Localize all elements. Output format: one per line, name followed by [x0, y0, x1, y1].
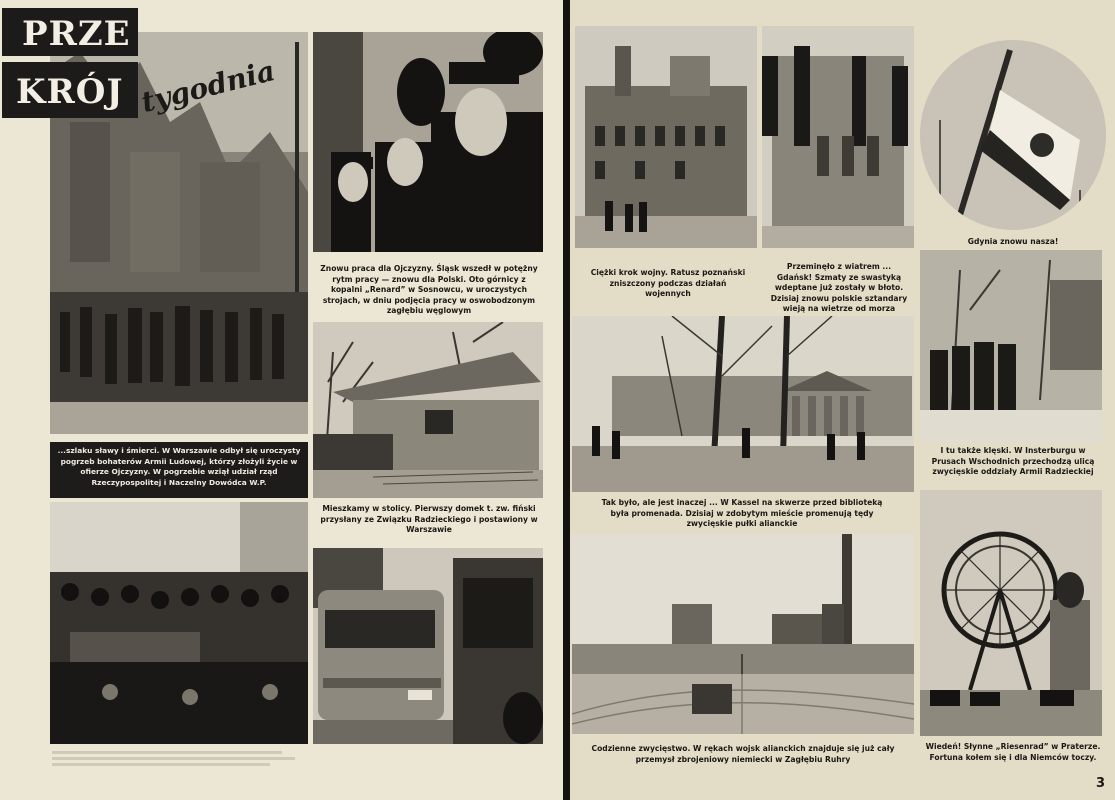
caption-vienna: Wiedeń! Słynne „Riesenrad” w Praterze. Fortuna kołem się i dla Niemców toczy. [925, 742, 1101, 762]
photo-assembly [50, 502, 308, 744]
caption-ruhr: Codzienne zwycięstwo. W rękach wojsk alianckich znajduje się już cały przemysł zbrojeniowy niemiecki w Zagłębiu Ruhry [591, 744, 895, 764]
caption-kassel: Tak było, ale jest inaczej ... W Kassel na skwerze przed biblioteką była promenada. Dzisiaj w zdobytym mieście promenują tędy zwycięskie pułki alianckie [601, 498, 883, 528]
caption-finnish-house: Mieszkamy w stolicy. Pierwszy domek t. zw. fiński przysłany ze Związku Radzieckiego i postawiony w Warszawie [320, 504, 538, 534]
magazine-title-line1-text: PRZE [22, 14, 131, 54]
magazine-title-line2 [2, 62, 138, 118]
photo-kassel [572, 316, 914, 492]
magazine-title-line2-text: KRÓJ [16, 72, 124, 112]
page-gutter [563, 0, 570, 800]
photo-gdansk [762, 26, 914, 248]
caption-gdansk: Przeminęło z wiatrem ... Gdańsk! Szmaty ze swastyką wdeptane już zostały w błoto. Dzisiaj znowu polskie sztandary wieją na wietrze od morza [770, 262, 908, 313]
photo-poznan-town-hall [575, 26, 757, 248]
caption-warsaw-funeral [50, 442, 308, 498]
magazine-title-line1 [2, 8, 138, 56]
photo-silesia-miners [313, 32, 543, 252]
photo-vienna-riesenrad [920, 490, 1102, 736]
photo-trolleybus [313, 548, 543, 744]
photo-finnish-house [313, 322, 543, 498]
magazine-subtitle: tygodnia [138, 54, 279, 120]
caption-silesia-miners: Znowu praca dla Ojczyzny. Śląsk wszedł w potężny rytm pracy — znowu dla Polski. Oto górnicy z kopalni „Renard” w Sosnowcu, w uroczystych strojach, w dniu podjęcia pracy w oswobodzonym zagłębiu węglowym [320, 264, 538, 315]
photo-ruhr [572, 534, 914, 734]
page-number: 3 [1096, 776, 1106, 791]
bleed-through-text [52, 748, 308, 788]
photo-insterburg [920, 250, 1102, 442]
caption-warsaw-funeral-text: ...szlaku sławy i śmierci. W Warszawie odbył się uroczysty pogrzeb bohaterów Armii Ludowej, którzy złożyli życie w ofierze Ojczyzny. W pogrzebie wziął udział rząd Rzeczypospolitej i Naczelny Dowódca W.P. [57, 446, 301, 487]
caption-gdynia: Gdynia znowu nasza! [967, 237, 1059, 246]
photo-gdynia-flag [920, 40, 1106, 230]
caption-insterburg: I tu także klęski. W Insterburgu w Prusach Wschodnich przechodzą ulicą zwycięskie oddziały Armii Radzieckiej [931, 446, 1095, 476]
caption-poznan: Ciężki krok wojny. Ratusz poznański zniszczony podczas działań wojennych [590, 268, 746, 298]
